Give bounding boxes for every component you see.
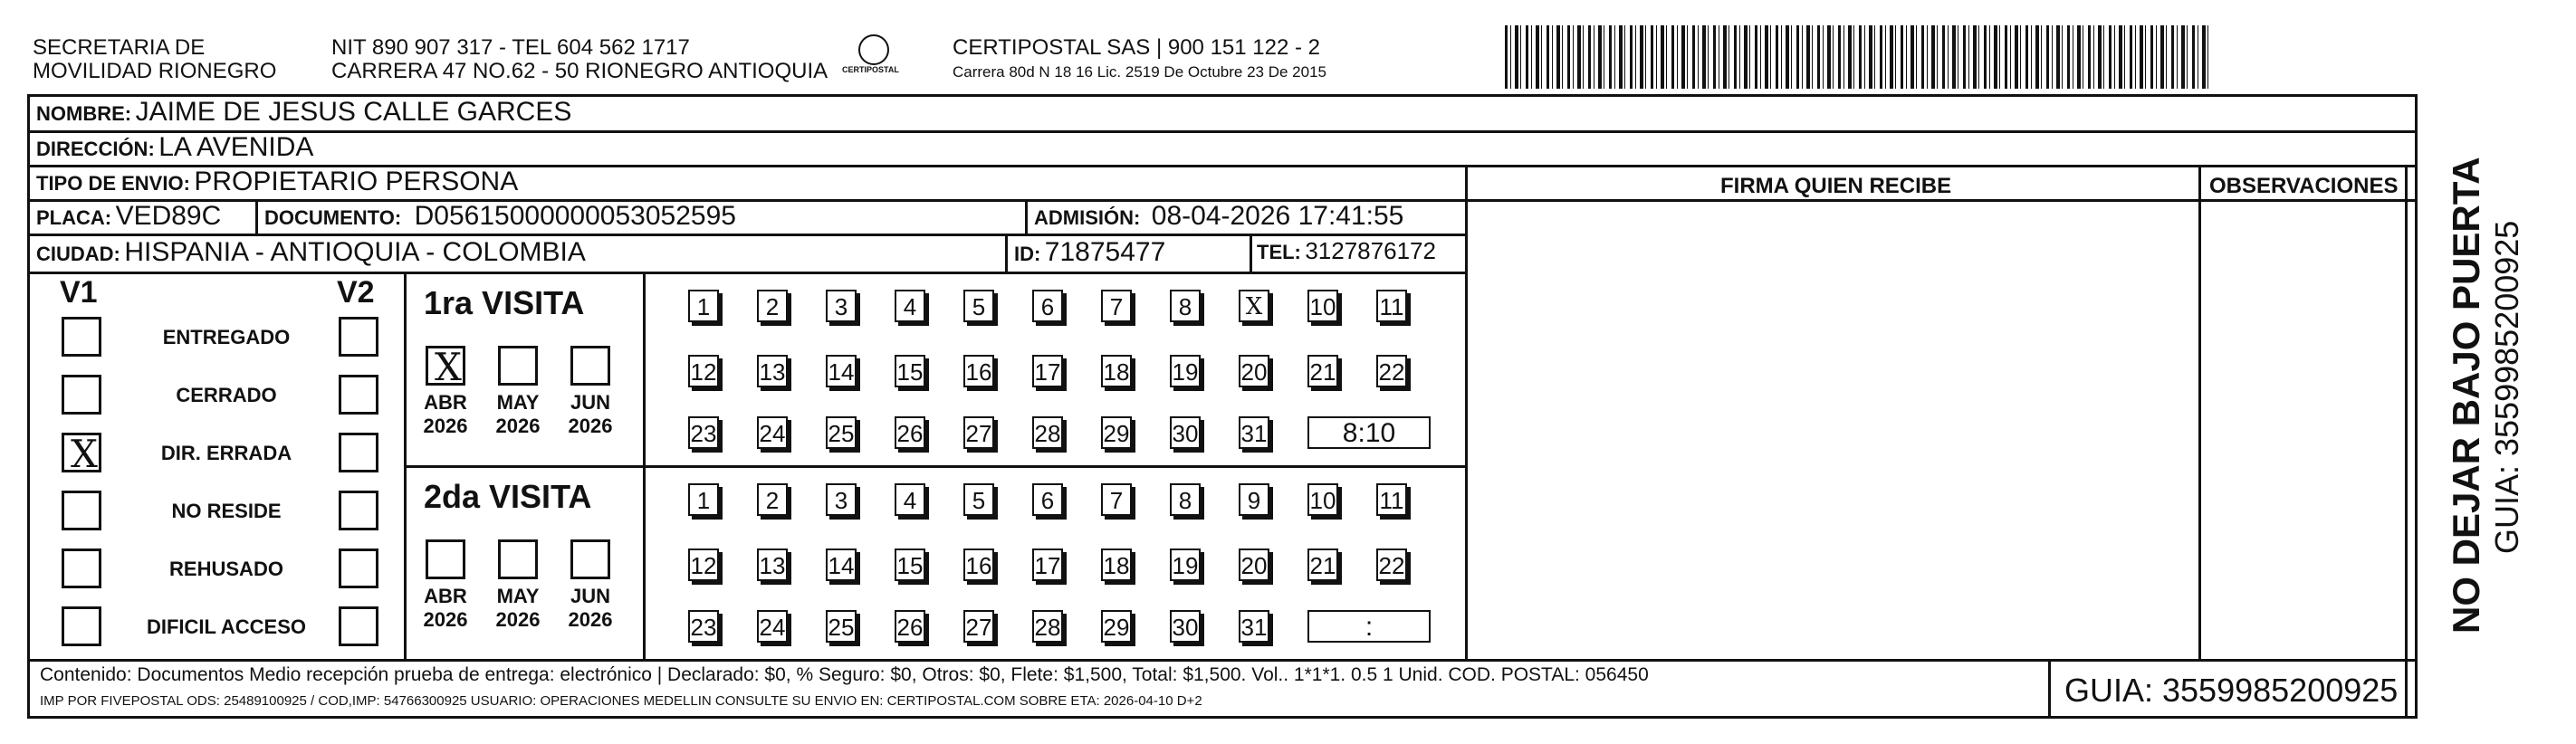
v2-checkbox[interactable] bbox=[339, 433, 378, 472]
day-box[interactable]: 24 bbox=[757, 610, 788, 643]
v2-checkbox[interactable] bbox=[339, 606, 378, 646]
month-year: 2026 bbox=[568, 608, 613, 631]
day-box[interactable]: 18 bbox=[1101, 355, 1132, 387]
documento-value: D05615000000053052595 bbox=[414, 201, 736, 231]
month-name: MAY bbox=[496, 391, 540, 414]
day-box[interactable]: 8 bbox=[1170, 483, 1201, 516]
day-box[interactable]: 13 bbox=[757, 548, 788, 581]
month-checkbox[interactable] bbox=[570, 539, 610, 579]
day-box[interactable]: 27 bbox=[963, 610, 994, 643]
courier-license: Carrera 80d N 18 16 Lic. 2519 De Octubre 23 De 2015 bbox=[953, 63, 1326, 81]
day-box[interactable]: 27 bbox=[963, 416, 994, 449]
day-box[interactable]: 12 bbox=[688, 355, 719, 387]
visit-title: 1ra VISITA bbox=[424, 284, 585, 321]
tel-label: TEL: bbox=[1257, 241, 1301, 263]
day-box[interactable]: 1 bbox=[688, 483, 719, 516]
day-box[interactable]: 16 bbox=[963, 548, 994, 581]
day-box[interactable]: 21 bbox=[1307, 548, 1338, 581]
courier-logo-text: CERTIPOSTAL bbox=[842, 65, 899, 74]
observaciones-header: OBSERVACIONES bbox=[2209, 174, 2399, 198]
tipo-envio-value: PROPIETARIO PERSONA bbox=[194, 167, 519, 196]
nombre-value: JAIME DE JESUS CALLE GARCES bbox=[135, 97, 572, 127]
side-guia-number: GUIA: 3559985200925 bbox=[2488, 220, 2525, 554]
day-box[interactable]: 11 bbox=[1376, 483, 1407, 516]
day-box[interactable]: 15 bbox=[895, 548, 925, 581]
v2-checkbox[interactable] bbox=[339, 491, 378, 530]
v2-checkbox[interactable] bbox=[339, 548, 378, 588]
day-box[interactable]: 26 bbox=[895, 610, 925, 643]
day-box[interactable]: 29 bbox=[1101, 416, 1132, 449]
month-checkbox[interactable] bbox=[426, 345, 465, 389]
month-name: ABR bbox=[424, 391, 467, 414]
placa-label: PLACA: bbox=[36, 206, 112, 229]
status-label: DIR. ERRADA bbox=[160, 442, 292, 464]
day-box[interactable]: X bbox=[1239, 290, 1269, 322]
admision-value: 08-04-2026 17:41:55 bbox=[1151, 201, 1404, 231]
v2-checkbox[interactable] bbox=[339, 375, 378, 415]
month-check-mark: X bbox=[435, 345, 462, 389]
month-checkbox[interactable] bbox=[426, 539, 465, 579]
day-box[interactable]: 17 bbox=[1032, 548, 1063, 581]
id-label: ID: bbox=[1014, 243, 1041, 265]
sender-name-line2: MOVILIDAD RIONEGRO bbox=[33, 59, 277, 83]
day-box[interactable]: 14 bbox=[826, 355, 857, 387]
status-label: ENTREGADO bbox=[162, 326, 291, 348]
direccion-label: DIRECCIÓN: bbox=[36, 138, 155, 160]
day-box[interactable]: 25 bbox=[826, 416, 857, 449]
month-name: JUN bbox=[570, 391, 610, 414]
day-box[interactable]: 29 bbox=[1101, 610, 1132, 643]
status-label: NO RESIDE bbox=[171, 500, 282, 522]
day-box[interactable]: 30 bbox=[1170, 610, 1201, 643]
day-box[interactable]: 16 bbox=[963, 355, 994, 387]
day-box[interactable]: 20 bbox=[1239, 548, 1269, 581]
day-box[interactable]: 31 bbox=[1239, 416, 1269, 449]
day-box[interactable]: 4 bbox=[895, 290, 925, 322]
time-box[interactable]: : bbox=[1307, 610, 1431, 643]
day-box[interactable]: 17 bbox=[1032, 355, 1063, 387]
day-box[interactable]: 9 bbox=[1239, 483, 1269, 516]
imp-text: IMP POR FIVEPOSTAL ODS: 25489100925 / COD,IMP: 54766300925 USUARIO: OPERACIONES MEDELLIN CONSULTE SU ENVIO EN: CERTIPOSTAL.COM SOBRE ETA: 2026-04-10 D+2 bbox=[40, 693, 1202, 709]
id-field bbox=[1014, 237, 1165, 268]
day-box[interactable]: 19 bbox=[1170, 548, 1201, 581]
tel-value: 3127876172 bbox=[1305, 237, 1436, 264]
day-box[interactable]: 22 bbox=[1376, 548, 1407, 581]
day-box[interactable]: 18 bbox=[1101, 548, 1132, 581]
tipo-envio-field bbox=[36, 167, 518, 197]
month-year: 2026 bbox=[495, 415, 541, 437]
firma-header: FIRMA QUIEN RECIBE bbox=[1720, 174, 1952, 198]
barcode bbox=[1505, 25, 2213, 89]
time-box[interactable]: 8:10 bbox=[1307, 416, 1431, 449]
admision-label: ADMISIÓN: bbox=[1034, 206, 1141, 229]
v1-check-mark: X bbox=[71, 432, 98, 476]
placa-value: VED89C bbox=[115, 201, 222, 231]
day-box[interactable]: 4 bbox=[895, 483, 925, 516]
sender-nit-tel: NIT 890 907 317 - TEL 604 562 1717 bbox=[331, 35, 690, 60]
tipo-envio-label: TIPO DE ENVIO: bbox=[36, 172, 190, 195]
ciudad-field bbox=[36, 237, 586, 268]
day-box[interactable]: 12 bbox=[688, 548, 719, 581]
month-name: JUN bbox=[570, 585, 610, 607]
status-label: CERRADO bbox=[176, 384, 277, 406]
day-box[interactable]: 23 bbox=[688, 610, 719, 643]
v1-checkbox[interactable] bbox=[62, 375, 101, 415]
sender-name-line1: SECRETARIA DE bbox=[33, 35, 206, 60]
day-box[interactable]: 13 bbox=[757, 355, 788, 387]
status-label: DIFICIL ACCESO bbox=[146, 615, 306, 638]
tel-field bbox=[1257, 237, 1436, 265]
status-label: REHUSADO bbox=[169, 558, 283, 580]
month-year: 2026 bbox=[495, 608, 541, 631]
day-box[interactable]: 1 bbox=[688, 290, 719, 322]
month-checkbox[interactable] bbox=[570, 346, 610, 386]
day-box[interactable]: 15 bbox=[895, 355, 925, 387]
day-box[interactable]: 6 bbox=[1032, 483, 1063, 516]
documento-label: DOCUMENTO: bbox=[264, 206, 402, 229]
month-year: 2026 bbox=[423, 608, 468, 631]
footer-guia-number: GUIA: 3559985200925 bbox=[2064, 672, 2399, 709]
nombre-field bbox=[36, 97, 571, 128]
day-box[interactable]: 10 bbox=[1307, 483, 1338, 516]
day-box[interactable]: 7 bbox=[1101, 483, 1132, 516]
v1-checkbox[interactable] bbox=[62, 432, 101, 476]
day-box[interactable]: 19 bbox=[1170, 355, 1201, 387]
visit-title: 2da VISITA bbox=[424, 478, 592, 515]
nombre-label: NOMBRE: bbox=[36, 102, 132, 125]
month-name: ABR bbox=[424, 585, 467, 607]
day-box[interactable]: 11 bbox=[1376, 290, 1407, 322]
month-checkbox[interactable] bbox=[498, 346, 538, 386]
v1-header: V1 bbox=[60, 275, 98, 310]
day-box[interactable]: 28 bbox=[1032, 610, 1063, 643]
v1-checkbox[interactable] bbox=[62, 317, 101, 357]
ciudad-label: CIUDAD: bbox=[36, 243, 120, 265]
id-value: 71875477 bbox=[1044, 237, 1166, 267]
day-box[interactable]: 3 bbox=[826, 483, 857, 516]
direccion-field bbox=[36, 132, 313, 163]
month-year: 2026 bbox=[568, 415, 613, 437]
day-box[interactable]: 25 bbox=[826, 610, 857, 643]
no-dejar-warning: NO DEJAR BAJO PUERTA bbox=[2445, 157, 2487, 634]
v1-checkbox[interactable] bbox=[62, 606, 101, 646]
courier-name-nit: CERTIPOSTAL SAS | 900 151 122 - 2 bbox=[953, 35, 1320, 60]
day-box[interactable]: 2 bbox=[757, 290, 788, 322]
admision-field bbox=[1034, 201, 1403, 232]
day-box[interactable]: 7 bbox=[1101, 290, 1132, 322]
day-box[interactable]: 5 bbox=[963, 290, 994, 322]
day-box[interactable]: 10 bbox=[1307, 290, 1338, 322]
placa-field bbox=[36, 201, 221, 232]
documento-field bbox=[264, 201, 736, 232]
v2-header: V2 bbox=[337, 275, 375, 310]
day-box[interactable]: 28 bbox=[1032, 416, 1063, 449]
month-year: 2026 bbox=[423, 415, 468, 437]
day-box[interactable]: 20 bbox=[1239, 355, 1269, 387]
day-box[interactable]: 21 bbox=[1307, 355, 1338, 387]
contenido-text: Contenido: Documentos Medio recepción prueba de entrega: electrónico | Declarado: $0, % Seguro: $0, Otros: $0, Flete: $1,500, Total: $1,500. Vol.. 1*1*1. 0.5 1 Unid. COD. POSTAL: 056450 bbox=[40, 664, 1649, 685]
day-box[interactable]: 23 bbox=[688, 416, 719, 449]
v2-checkbox[interactable] bbox=[339, 317, 378, 357]
day-box[interactable]: 14 bbox=[826, 548, 857, 581]
day-box[interactable]: 5 bbox=[963, 483, 994, 516]
ciudad-value: HISPANIA - ANTIOQUIA - COLOMBIA bbox=[124, 237, 586, 267]
v1-checkbox[interactable] bbox=[62, 548, 101, 588]
day-box[interactable]: 3 bbox=[826, 290, 857, 322]
day-box[interactable]: 26 bbox=[895, 416, 925, 449]
day-box[interactable]: 30 bbox=[1170, 416, 1201, 449]
sender-address: CARRERA 47 NO.62 - 50 RIONEGRO ANTIOQUIA bbox=[331, 59, 828, 83]
day-box[interactable]: 8 bbox=[1170, 290, 1201, 322]
day-box[interactable]: 31 bbox=[1239, 610, 1269, 643]
direccion-value: LA AVENIDA bbox=[158, 132, 314, 162]
v1-checkbox[interactable] bbox=[62, 491, 101, 530]
month-checkbox[interactable] bbox=[498, 539, 538, 579]
day-box[interactable]: 6 bbox=[1032, 290, 1063, 322]
day-box[interactable]: 2 bbox=[757, 483, 788, 516]
day-box[interactable]: 22 bbox=[1376, 355, 1407, 387]
month-name: MAY bbox=[496, 585, 540, 607]
day-box[interactable]: 24 bbox=[757, 416, 788, 449]
courier-logo-icon bbox=[858, 34, 889, 65]
